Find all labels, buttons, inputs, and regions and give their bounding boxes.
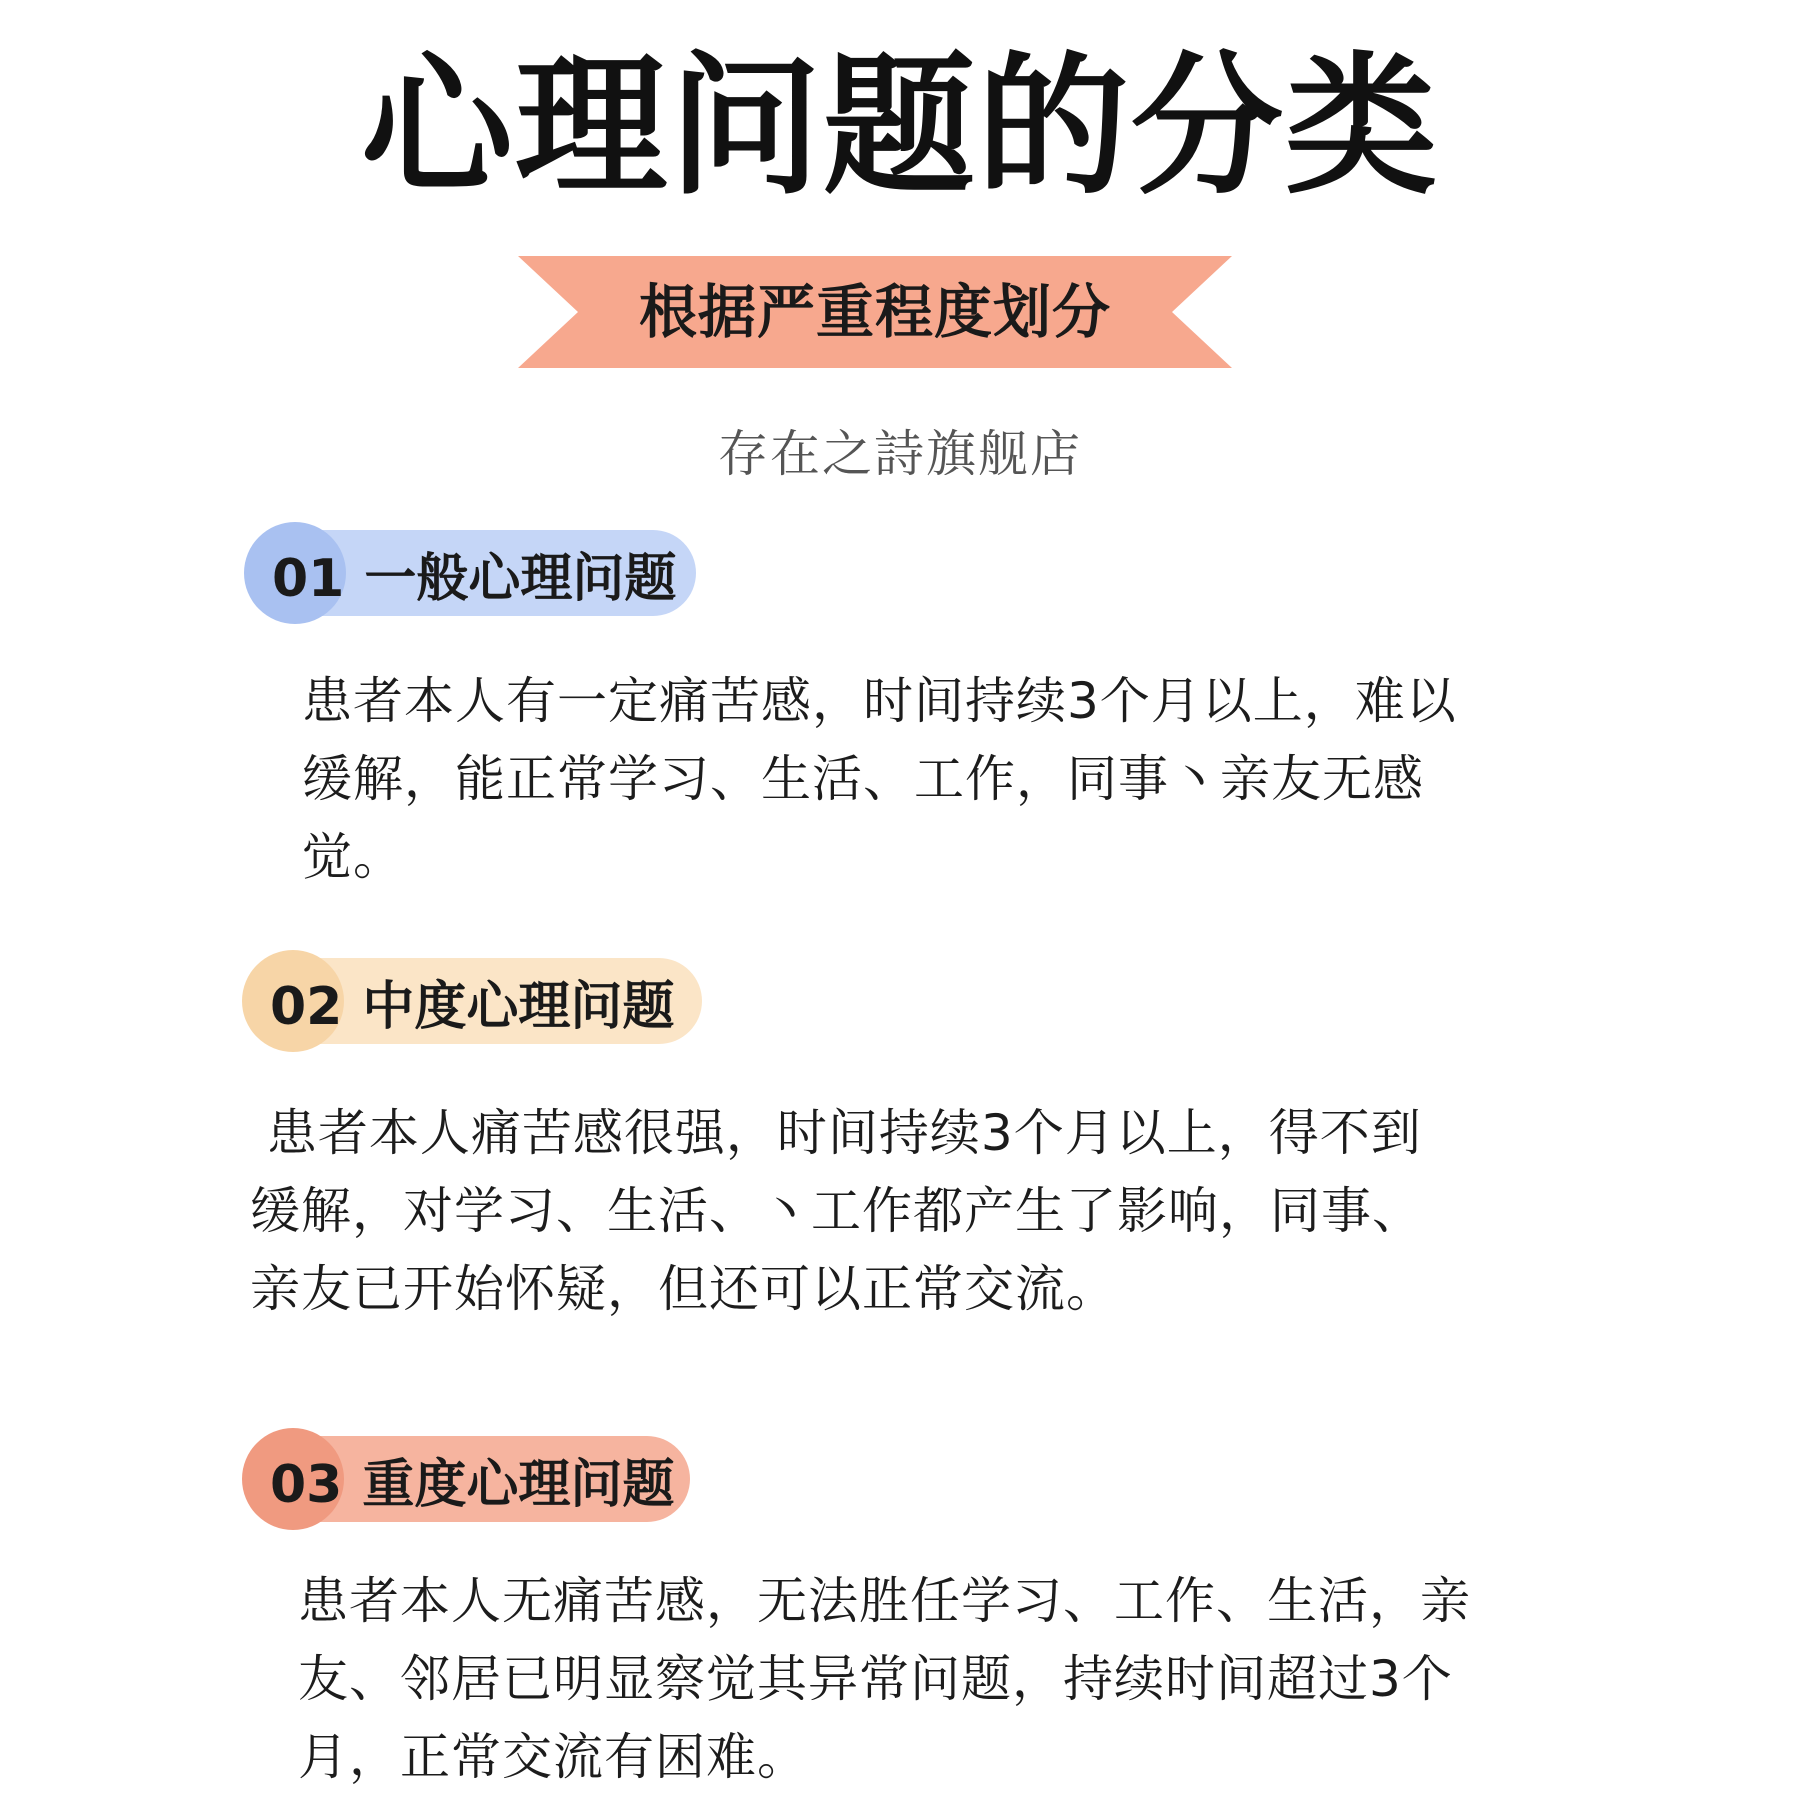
section-description-general [302, 662, 1582, 896]
section-number: 02 [270, 976, 343, 1037]
description-line: 觉。 [302, 828, 404, 886]
description-line: 患者本人痛苦感很强，时间持续3个月以上，得不到 [250, 1104, 1422, 1162]
section-label: 一般心理问题 [364, 548, 677, 609]
section-description-severe [298, 1562, 1578, 1796]
section-tag-general [252, 530, 696, 616]
description-line: 亲友已开始怀疑，但还可以正常交流。 [250, 1260, 1117, 1318]
section-description-moderate [250, 1094, 1530, 1328]
section-tag-severe [250, 1436, 690, 1522]
page-title: 心理问题的分类 [361, 38, 1439, 215]
tag-text [252, 536, 676, 611]
description-line: 缓解，对学习、生活、丶工作都产生了影响，同事、 [250, 1182, 1423, 1240]
description-line: 月，正常交流有困难。 [298, 1728, 808, 1786]
tag-text [250, 964, 674, 1039]
subtitle-text: 根据严重程度划分 [638, 278, 1111, 346]
section-number: 03 [270, 1454, 343, 1515]
section-tag-moderate [250, 958, 702, 1044]
description-line: 患者本人有一定痛苦感，时间持续3个月以上，难以 [302, 672, 1457, 730]
description-line: 患者本人无痛苦感，无法胜任学习、工作、生活，亲 [298, 1572, 1471, 1630]
description-line: 友、邻居已明显察觉其异常问题，持续时间超过3个 [298, 1650, 1453, 1708]
subtitle-ribbon [518, 256, 1232, 368]
store-watermark: 存在之詩旗舰店 [718, 425, 1082, 483]
description-line: 缓解，能正常学习、生活、工作，同事丶亲友无感 [302, 750, 1424, 808]
section-number: 01 [272, 548, 345, 609]
section-label: 重度心理问题 [362, 1454, 675, 1515]
tag-text [250, 1442, 674, 1517]
section-label: 中度心理问题 [362, 976, 675, 1037]
